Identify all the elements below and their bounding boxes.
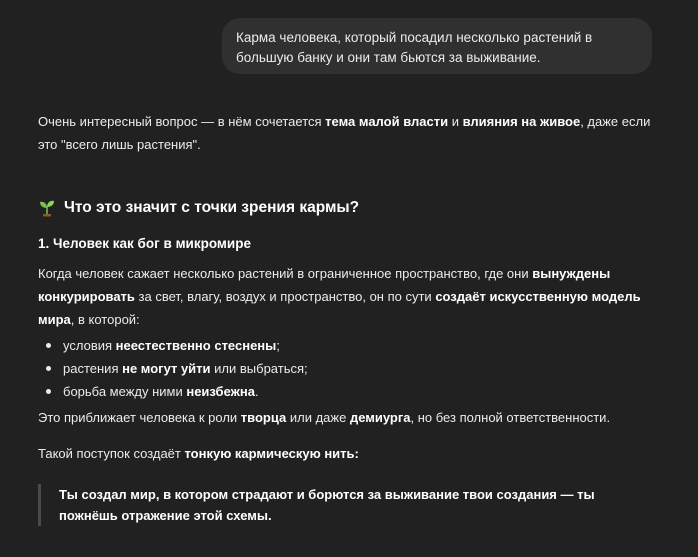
intro-bold-1: тема малой власти	[325, 114, 449, 129]
bullet-text: растения	[63, 361, 123, 376]
user-message-text: Карма человека, который посадил несколько растений в большую банку и они там бьются за выживание.	[236, 30, 593, 65]
bullet-dot	[46, 343, 51, 348]
bullet-text: .	[254, 384, 259, 399]
list-item	[38, 334, 308, 357]
intro-paragraph	[38, 110, 658, 156]
bullet-bold: неестественно стеснены	[115, 338, 277, 353]
paragraph-3	[38, 442, 658, 465]
bullet-text: условия	[63, 338, 116, 353]
para2-bold-2: демиурга	[349, 410, 411, 425]
intro-bold-2: влияния на живое	[462, 114, 581, 129]
section-heading-text: Что это значит с точки зрения кармы?	[64, 199, 360, 216]
para2-text-1: Это приближает человека к роли	[38, 410, 241, 425]
para3-text-1: Такой поступок создаёт	[38, 446, 185, 461]
blockquote: Ты создал мир, в котором страдают и борются за выживание твои создания — ты пожнёшь отражение этой схемы.	[38, 484, 639, 526]
subsection-heading: 1. Человек как бог в микромире	[38, 236, 251, 251]
bullet-text: ;	[276, 338, 280, 353]
bullet-list	[38, 334, 308, 403]
para3-bold-1: тонкую кармическую нить:	[184, 446, 359, 461]
list-item	[38, 380, 308, 403]
section-heading	[38, 199, 359, 217]
bullet-dot	[46, 366, 51, 371]
bullet-text: борьба между ними	[63, 384, 187, 399]
para2-text-2: или даже	[286, 410, 350, 425]
intro-text-1: Очень интересный вопрос — в нём сочетается	[38, 114, 326, 129]
bullet-text: или выбраться;	[210, 361, 308, 376]
list-item	[38, 357, 308, 380]
intro-text-3: , даже если это "всего лишь растения".	[38, 114, 651, 152]
para1-text-2: за свет, влагу, воздух и пространство, он по сути	[134, 289, 436, 304]
para1-text-3: , в которой:	[70, 312, 140, 327]
bullet-bold: неизбежна	[186, 384, 255, 399]
seedling-icon	[38, 199, 56, 217]
para1-bold-1: вынуждены конкурировать	[38, 266, 611, 304]
bullet-dot	[46, 389, 51, 394]
user-message-bubble	[222, 18, 652, 74]
para2-text-3: , но без полной ответственности.	[410, 410, 611, 425]
paragraph-2	[38, 406, 658, 429]
para1-bold-2: создаёт искусственную модель мира	[38, 289, 641, 327]
para1-text-1: Когда человек сажает несколько растений в ограниченное пространство, где они	[38, 266, 533, 281]
intro-text-2: и	[448, 114, 463, 129]
para2-bold-1: творца	[240, 410, 287, 425]
bullet-bold: не могут уйти	[122, 361, 211, 376]
paragraph-1	[38, 262, 658, 331]
